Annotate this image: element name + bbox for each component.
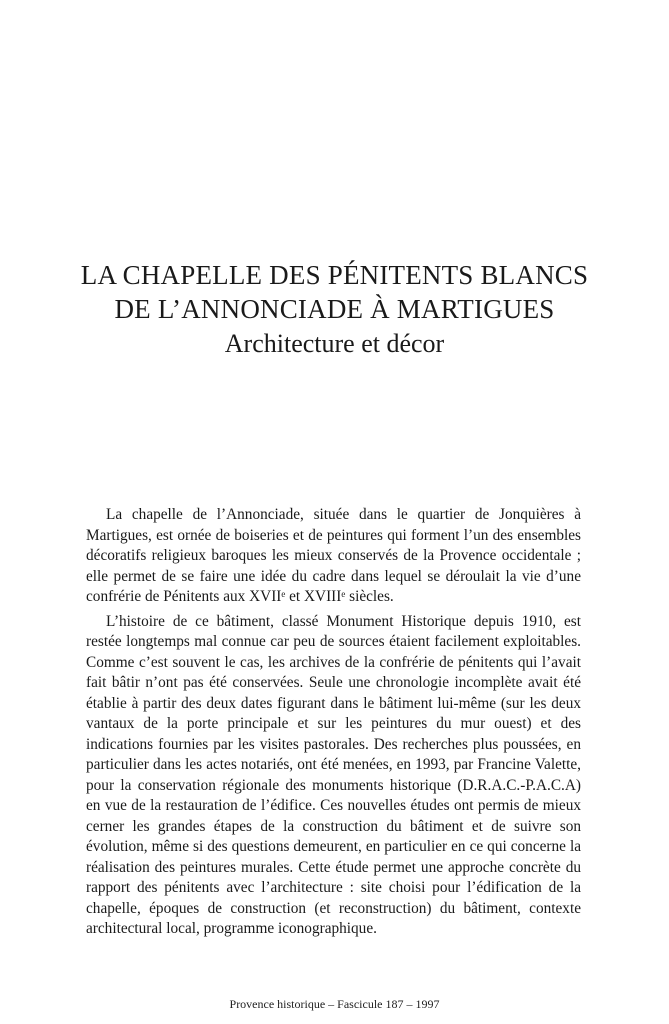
title-block [0,258,669,360]
title-line-1: LA CHAPELLE DES PÉNITENTS BLANCS [80,260,589,290]
subtitle: Architecture et décor [224,329,445,358]
title-line-2: DE L’ANNONCIADE À MARTIGUES [114,294,555,324]
body-text [86,505,581,944]
page-footer: Provence historique – Fascicule 187 – 1997 [229,997,440,1011]
paragraph-1: La chapelle de l’Annonciade, située dans le quartier de Jonquières à Martigues, est ornée de boiseries et de peintures qui forment l’un des ensembles décoratifs religieux baroques les mieux conservés de la Provence occidentale ; elle permet de se faire une idée du cadre dans lequel se déroulait la vie d’une confrérie de Pénitents aux XVIIᵉ et XVIIIᵉ siècles. [86,506,581,605]
paragraph-2: L’histoire de ce bâtiment, classé Monument Historique depuis 1910, est restée longtemps mal connue car peu de sources étaient facilement exploitables. Comme c’est souvent le cas, les archives de la confrérie de pénitents qui l’avait fait bâtir n’ont pas été conservées. Seule une chronologie incomplète avait été établie à partir des deux dates figurant dans le bâtiment lui-même (sur les deux vantaux de la porte principale et sur les peintures du mur ouest) et des indications fournies par les visites pastorales. Des recherches plus poussées, en particulier dans les actes notariés, ont été menées, en 1993, par Francine Valette, pour la conservation régionale des monuments historique (D.R.A.C.-P.A.C.A) en vue de la restauration de l’édifice. Ces nouvelles études ont permis de mieux cerner les grandes étapes de la construction du bâtiment et de suivre son évolution, même si des questions demeurent, en particulier en ce qui concerne la réalisation des peintures murales. Cette étude permet une approche concrète du rapport des pénitents avec l’architecture : site choisi pour l’édification de la chapelle, époques de construction (et reconstruction) du bâtiment, contexte architectural local, programme iconographique. [86,612,581,937]
